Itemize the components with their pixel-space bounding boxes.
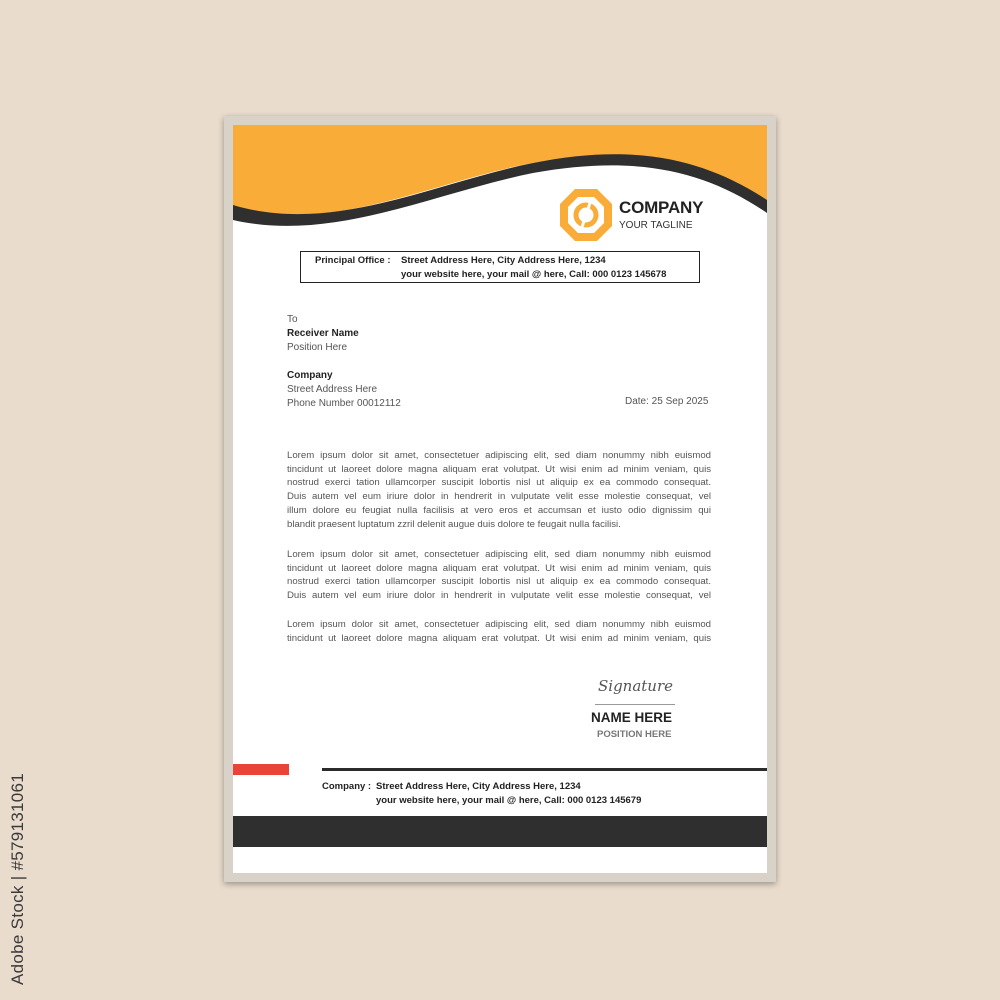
- company-name: COMPANY: [619, 198, 704, 217]
- recipient-to: To: [287, 314, 298, 325]
- paragraph-line: Duis autem vel eum iriure dolor in hendrerit in vulputate velit esse molestie consequat, vel: [287, 590, 711, 602]
- principal-office-box: [300, 251, 700, 283]
- footer-red-accent: [233, 764, 289, 775]
- paragraph-line: Lorem ipsum dolor sit amet, consectetuer adipiscing elit, sed diam nonummy nibh euismod: [287, 450, 711, 461]
- body-paragraph-1: [287, 449, 711, 531]
- paragraph-line: Lorem ipsum dolor sit amet, consectetuer adipiscing elit, sed diam nonummy nibh euismod: [287, 619, 711, 630]
- recipient-position: Position Here: [287, 342, 348, 353]
- signature-script: Signature: [598, 677, 674, 695]
- recipient-name: Receiver Name: [287, 328, 359, 339]
- footer-divider: [322, 768, 767, 771]
- company-tagline: YOUR TAGLINE: [619, 220, 693, 231]
- letter-date: Date: 25 Sep 2025: [625, 396, 709, 407]
- recipient-company: Company: [287, 370, 333, 381]
- recipient-street: Street Address Here: [287, 384, 378, 395]
- body-paragraph-2: [287, 548, 711, 603]
- footer-company-label: Company :: [322, 781, 372, 792]
- octagon-logo-icon: [559, 188, 613, 242]
- stock-id-caption: Adobe Stock | #579131061: [8, 772, 27, 985]
- footer-dark-band: [233, 816, 767, 847]
- paragraph-line: Duis autem vel eum iriure dolor in hendrerit in vulputate velit esse molestie consequat, vel: [287, 491, 711, 503]
- letterhead-sheet: [233, 125, 767, 873]
- paragraph-line: tincidunt ut laoreet dolore magna aliquam erat volutpat. Ut wisi enim ad minim veniam, quis: [287, 463, 711, 475]
- paragraph-line: nostrud exerci tation ullamcorper suscipit lobortis nisl ut aliquip ex ea commodo consequat.: [287, 477, 711, 489]
- signer-name: NAME HERE: [591, 710, 673, 725]
- paragraph-line: nostrud exerci tation ullamcorper suscipit lobortis nisl ut aliquip ex ea commodo consequat.: [287, 576, 711, 588]
- footer-contact-line: your website here, your mail @ here, Call: 000 0123 145679: [376, 795, 642, 806]
- signature-line: [595, 704, 675, 705]
- office-label: Principal Office :: [315, 255, 391, 266]
- office-contact-line: your website here, your mail @ here, Call: 000 0123 145678: [401, 269, 667, 280]
- paragraph-line: blandit praesent luptatum zzril delenit augue duis dolore te feugait nulla facilisi.: [287, 518, 621, 530]
- footer-address-line: Street Address Here, City Address Here, 1234: [376, 781, 581, 792]
- signer-position: POSITION HERE: [597, 729, 672, 740]
- recipient-phone: Phone Number 00012112: [287, 398, 401, 409]
- office-address-line: Street Address Here, City Address Here, 1234: [401, 255, 606, 266]
- body-paragraph-3: [287, 618, 711, 645]
- paragraph-line: tincidunt ut laoreet dolore magna aliquam erat volutpat. Ut wisi enim ad minim veniam, quis: [287, 562, 711, 574]
- header-wave: [233, 125, 767, 235]
- paragraph-line: illum dolore eu feugiat nulla facilisis at vero eros et accumsan et iusto odio dignissim qui: [287, 504, 711, 516]
- paragraph-line: tincidunt ut laoreet dolore magna aliquam erat volutpat. Ut wisi enim ad minim veniam, quis: [287, 632, 711, 644]
- paragraph-line: Lorem ipsum dolor sit amet, consectetuer adipiscing elit, sed diam nonummy nibh euismod: [287, 549, 711, 560]
